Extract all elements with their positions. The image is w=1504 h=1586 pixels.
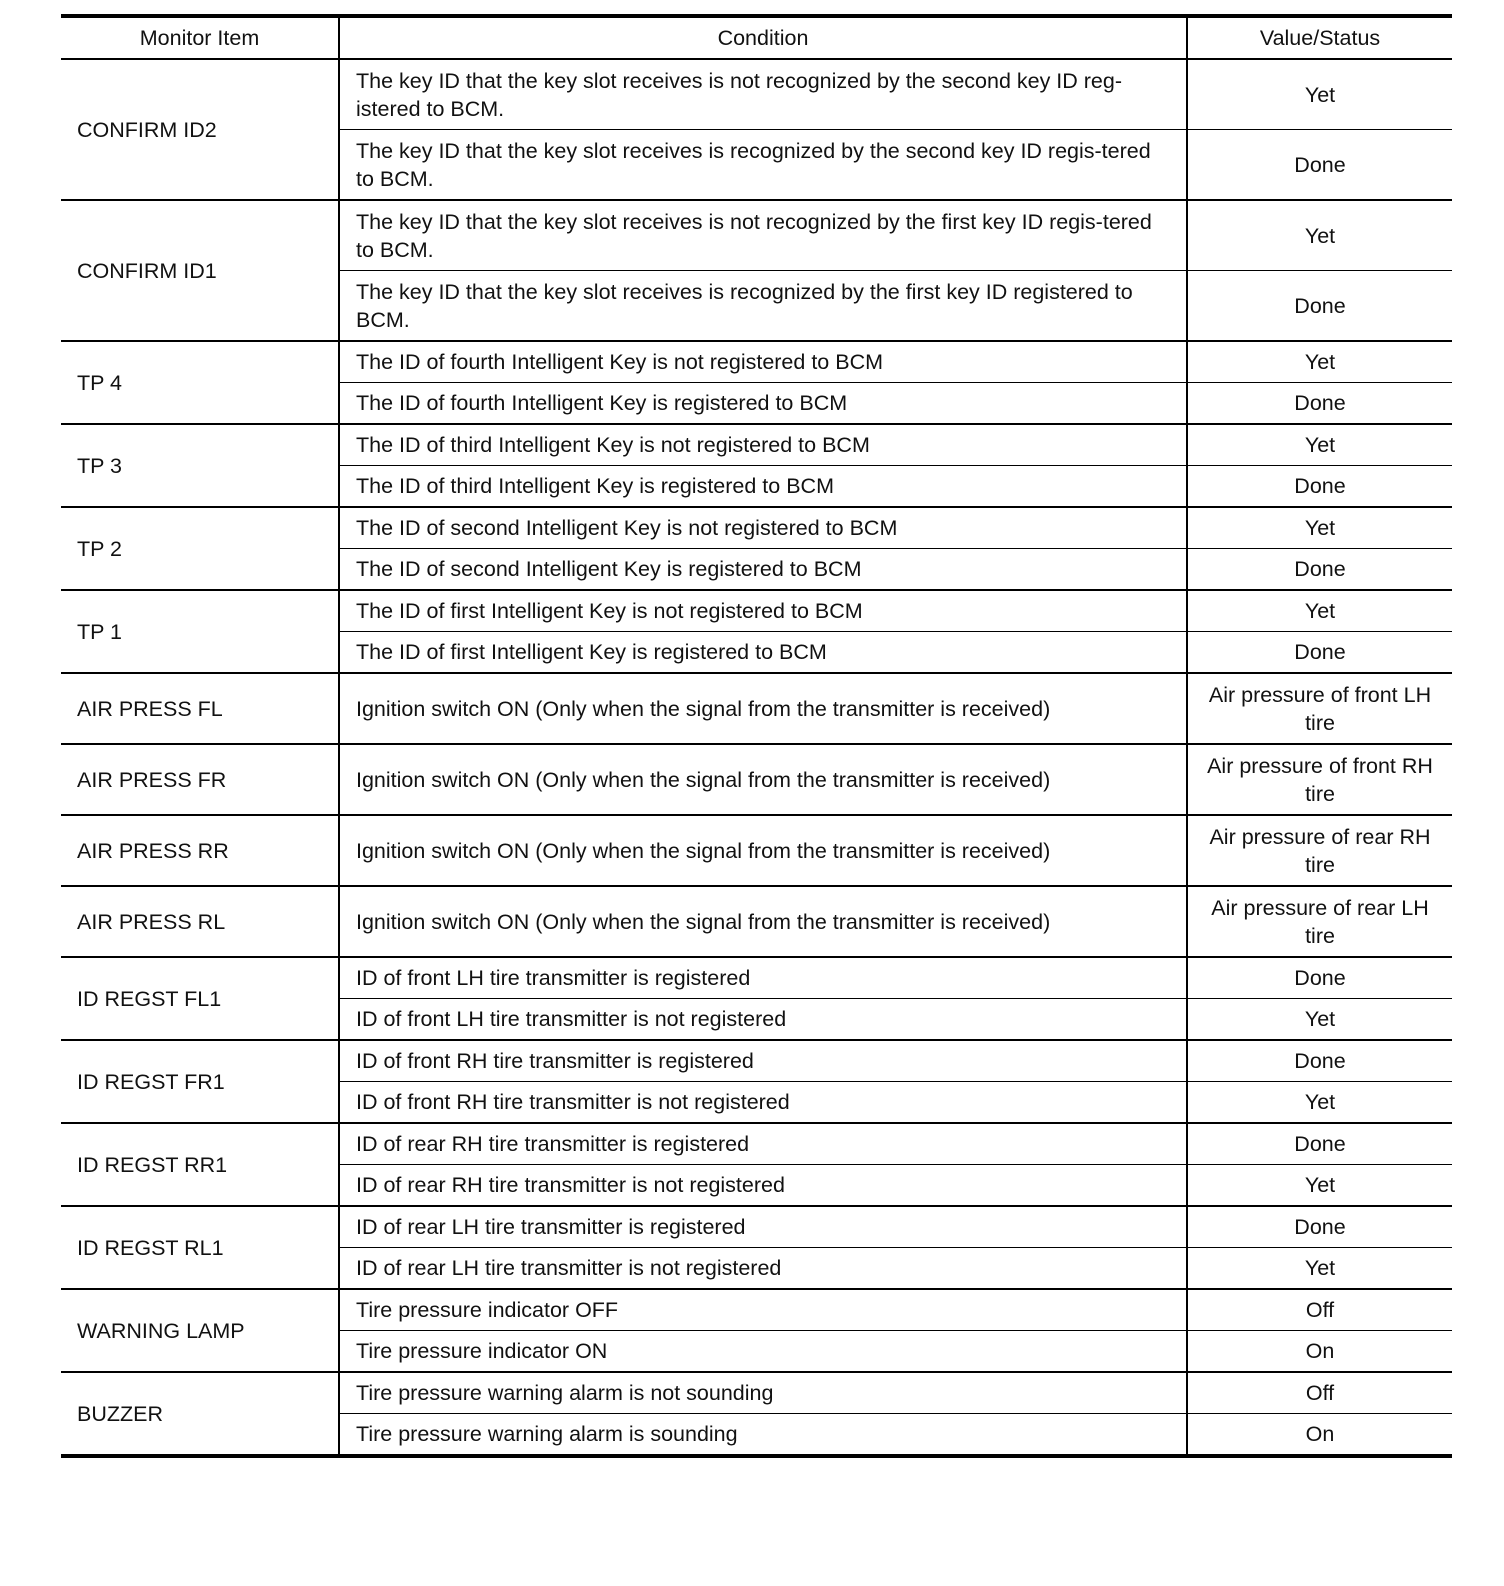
table-row — [61, 1123, 1452, 1165]
condition-cell: ID of rear LH tire transmitter is registered — [339, 1206, 1187, 1248]
monitor-item-cell: AIR PRESS RR — [77, 838, 229, 863]
condition-cell: ID of rear LH tire transmitter is not registered — [339, 1248, 1187, 1290]
table-row — [61, 886, 1452, 957]
value-status-cell: Done — [1187, 130, 1452, 201]
value-status-cell: Done — [1187, 957, 1452, 999]
monitor-item-cell: TP 1 — [77, 619, 123, 644]
condition-cell: The ID of third Intelligent Key is registered to BCM — [339, 466, 1187, 508]
condition-cell: Tire pressure indicator OFF — [339, 1289, 1187, 1331]
condition-cell: ID of rear RH tire transmitter is registered — [339, 1123, 1187, 1165]
condition-cell: Ignition switch ON (Only when the signal from the transmitter is received) — [339, 815, 1187, 886]
value-status-cell: Yet — [1187, 1165, 1452, 1207]
condition-cell: Tire pressure warning alarm is sounding — [339, 1414, 1187, 1457]
condition-cell: Tire pressure warning alarm is not sounding — [339, 1372, 1187, 1414]
table-row — [61, 424, 1452, 466]
condition-cell: The ID of second Intelligent Key is not registered to BCM — [339, 507, 1187, 549]
table-row — [61, 590, 1452, 632]
value-status-cell: Yet — [1187, 507, 1452, 549]
value-status-cell: Done — [1187, 632, 1452, 674]
monitor-item-cell: ID REGST FL1 — [77, 986, 222, 1011]
value-status-cell: Yet — [1187, 424, 1452, 466]
value-status-cell: Done — [1187, 466, 1452, 508]
value-status-cell: Done — [1187, 1123, 1452, 1165]
value-status-cell: Air pressure of front RH tire — [1187, 744, 1452, 815]
table-row — [61, 1040, 1452, 1082]
header-row — [61, 16, 1452, 59]
condition-cell: The key ID that the key slot receives is not recognized by the second key ID reg-istered to BCM. — [339, 59, 1187, 130]
value-status-cell: Yet — [1187, 341, 1452, 383]
monitor-item-cell: BUZZER — [77, 1401, 163, 1426]
condition-cell: The ID of first Intelligent Key is not registered to BCM — [339, 590, 1187, 632]
value-status-cell: On — [1187, 1414, 1452, 1457]
condition-cell: The key ID that the key slot receives is recognized by the second key ID regis-tered to BCM. — [339, 130, 1187, 201]
condition-cell: The key ID that the key slot receives is recognized by the first key ID registered to BCM. — [339, 271, 1187, 342]
value-status-cell: On — [1187, 1331, 1452, 1373]
table-row — [61, 507, 1452, 549]
header-value-status: Value/Status — [1187, 16, 1452, 59]
condition-cell: The ID of fourth Intelligent Key is registered to BCM — [339, 383, 1187, 425]
monitor-item-cell: TP 2 — [77, 536, 123, 561]
table-row — [61, 1206, 1452, 1248]
monitor-item-cell: CONFIRM ID2 — [77, 117, 217, 142]
value-status-cell: Yet — [1187, 590, 1452, 632]
monitor-item-cell: AIR PRESS FL — [77, 696, 223, 721]
monitor-item-cell: TP 3 — [77, 453, 123, 478]
value-status-cell: Done — [1187, 1040, 1452, 1082]
monitor-item-cell: ID REGST RR1 — [77, 1152, 228, 1177]
value-status-cell: Yet — [1187, 59, 1452, 130]
condition-cell: The key ID that the key slot receives is not recognized by the first key ID regis-tered to BCM. — [339, 200, 1187, 271]
value-status-cell: Yet — [1187, 1082, 1452, 1124]
table-row — [61, 1372, 1452, 1414]
value-status-cell: Done — [1187, 1206, 1452, 1248]
condition-cell: The ID of fourth Intelligent Key is not registered to BCM — [339, 341, 1187, 383]
table-row — [61, 744, 1452, 815]
condition-cell: The ID of second Intelligent Key is registered to BCM — [339, 549, 1187, 591]
value-status-cell: Off — [1187, 1372, 1452, 1414]
value-status-cell: Yet — [1187, 200, 1452, 271]
table-row — [61, 957, 1452, 999]
monitor-item-cell: ID REGST FR1 — [77, 1069, 225, 1094]
condition-cell: ID of front LH tire transmitter is not registered — [339, 999, 1187, 1041]
monitor-item-cell: AIR PRESS FR — [77, 767, 227, 792]
header-monitor-item: Monitor Item — [139, 26, 260, 50]
value-status-cell: Done — [1187, 383, 1452, 425]
table-row — [61, 1289, 1452, 1331]
value-status-cell: Air pressure of rear LH tire — [1187, 886, 1452, 957]
header-condition: Condition — [339, 16, 1187, 59]
condition-cell: Ignition switch ON (Only when the signal from the transmitter is received) — [339, 886, 1187, 957]
value-status-cell: Yet — [1187, 999, 1452, 1041]
monitor-item-table — [61, 14, 1452, 1458]
condition-cell: The ID of first Intelligent Key is registered to BCM — [339, 632, 1187, 674]
value-status-cell: Air pressure of rear RH tire — [1187, 815, 1452, 886]
condition-cell: Tire pressure indicator ON — [339, 1331, 1187, 1373]
condition-cell: ID of front RH tire transmitter is registered — [339, 1040, 1187, 1082]
monitor-item-cell: CONFIRM ID1 — [77, 258, 217, 283]
table-row — [61, 200, 1452, 271]
condition-cell: ID of rear RH tire transmitter is not registered — [339, 1165, 1187, 1207]
monitor-item-cell: WARNING LAMP — [77, 1318, 245, 1343]
monitor-item-cell: TP 4 — [77, 370, 123, 395]
condition-cell: ID of front LH tire transmitter is registered — [339, 957, 1187, 999]
table-row — [61, 673, 1452, 744]
table-row — [61, 341, 1452, 383]
table-row — [61, 815, 1452, 886]
value-status-cell: Air pressure of front LH tire — [1187, 673, 1452, 744]
value-status-cell: Yet — [1187, 1248, 1452, 1290]
value-status-cell: Done — [1187, 549, 1452, 591]
monitor-item-cell: AIR PRESS RL — [77, 909, 226, 934]
monitor-item-cell: ID REGST RL1 — [77, 1235, 224, 1260]
value-status-cell: Off — [1187, 1289, 1452, 1331]
value-status-cell: Done — [1187, 271, 1452, 342]
condition-cell: The ID of third Intelligent Key is not registered to BCM — [339, 424, 1187, 466]
condition-cell: Ignition switch ON (Only when the signal from the transmitter is received) — [339, 673, 1187, 744]
condition-cell: Ignition switch ON (Only when the signal from the transmitter is received) — [339, 744, 1187, 815]
table-body — [61, 59, 1452, 1456]
table-row — [61, 59, 1452, 130]
condition-cell: ID of front RH tire transmitter is not registered — [339, 1082, 1187, 1124]
